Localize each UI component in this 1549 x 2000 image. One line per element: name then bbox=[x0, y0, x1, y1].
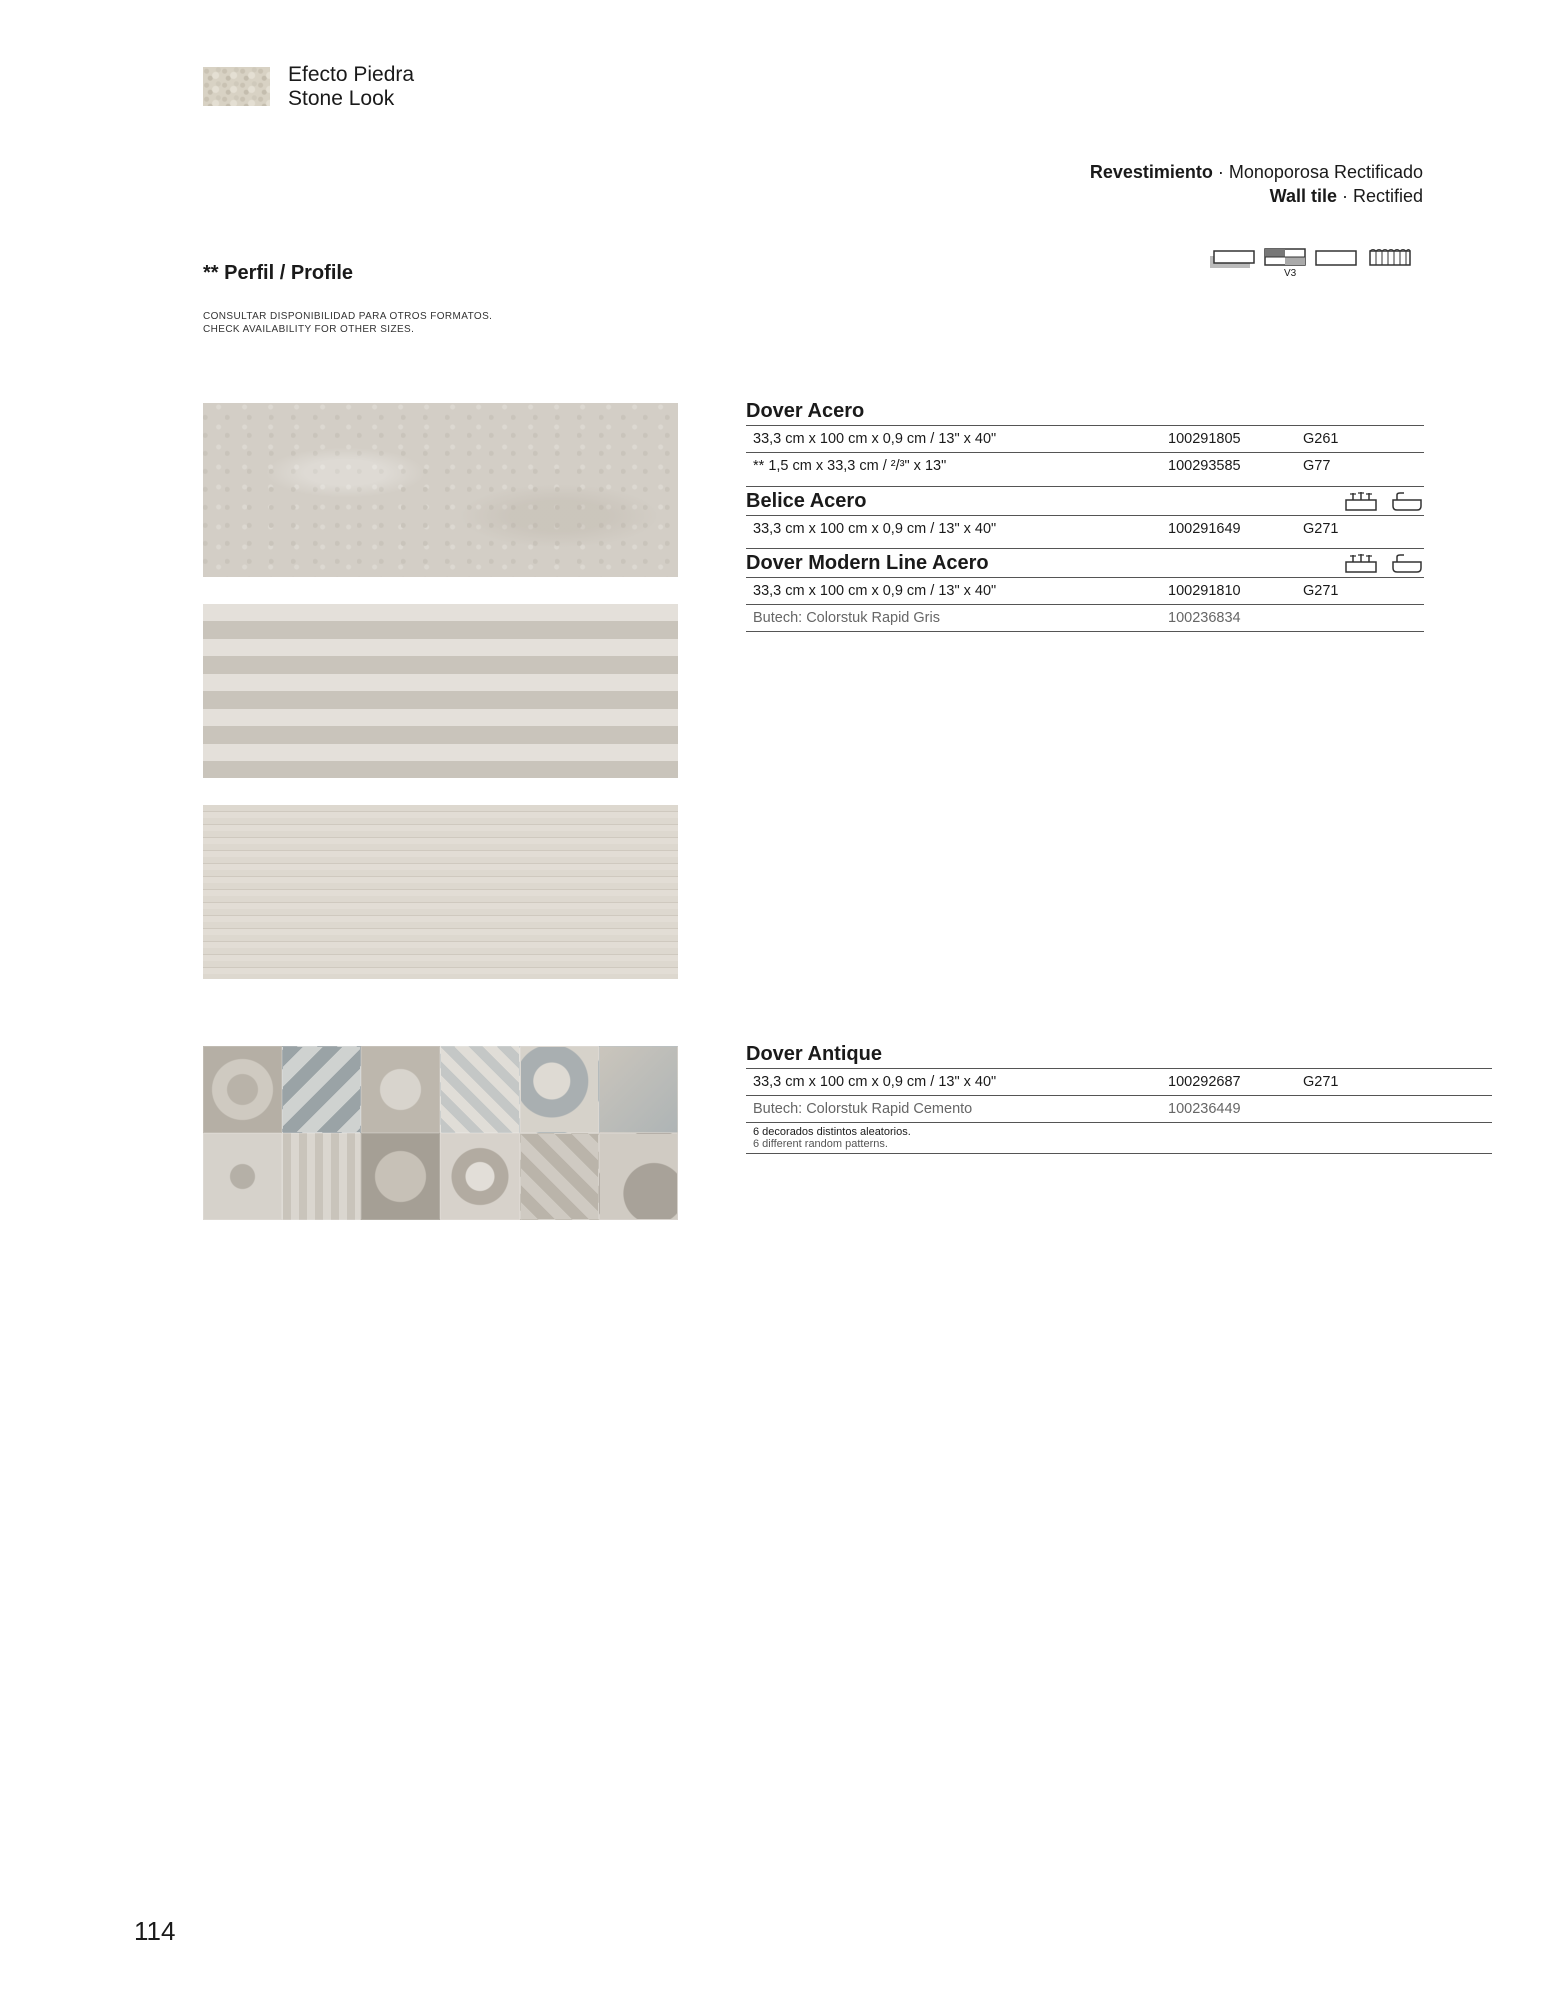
table-row bbox=[746, 1068, 1492, 1095]
dover-acero-image bbox=[203, 403, 678, 577]
table-row bbox=[746, 1095, 1492, 1122]
kitchen-use-icon bbox=[1344, 552, 1378, 574]
row-code: 100236834 bbox=[1168, 610, 1241, 626]
row-size: Butech: Colorstuk Rapid Gris bbox=[753, 610, 940, 626]
wall-tile-icon bbox=[1314, 248, 1358, 270]
category-title-en: Stone Look bbox=[288, 87, 395, 110]
dover-antique-image bbox=[203, 1046, 678, 1220]
row-code: 100291805 bbox=[1168, 431, 1241, 447]
row-group bbox=[1303, 1096, 1423, 1122]
product-title-text: Dover Acero bbox=[746, 400, 865, 422]
row-group: G261 bbox=[1303, 431, 1339, 447]
product-title-text: Belice Acero bbox=[746, 490, 867, 512]
product-title-text: Dover Modern Line Acero bbox=[746, 552, 989, 574]
v3-label: V3 bbox=[1284, 268, 1297, 279]
row-code: 100292687 bbox=[1168, 1074, 1241, 1090]
type-es-bold: Revestimiento bbox=[1089, 162, 1213, 182]
dover-modern-line-acero-image bbox=[203, 805, 678, 979]
product-title-text: Dover Antique bbox=[746, 1043, 882, 1065]
product-dover-modern-line-acero bbox=[746, 548, 1424, 632]
table-row bbox=[746, 577, 1424, 604]
row-size: 33,3 cm x 100 cm x 0,9 cm / 13" x 40" bbox=[753, 431, 997, 447]
type-en-rest: · Rectified bbox=[1336, 186, 1423, 206]
note-es: 6 decorados distintos aleatorios. bbox=[753, 1126, 911, 1138]
row-size: ** 1,5 cm x 33,3 cm / ²/³" x 13" bbox=[753, 458, 947, 474]
tile-type-block bbox=[1090, 160, 1423, 208]
table-row bbox=[746, 515, 1424, 542]
row-size: 33,3 cm x 100 cm x 0,9 cm / 13" x 40" bbox=[753, 583, 997, 599]
kitchen-use-icon bbox=[1344, 490, 1378, 512]
row-size: Butech: Colorstuk Rapid Cemento bbox=[753, 1101, 973, 1117]
product-title bbox=[746, 548, 1424, 577]
product-title bbox=[746, 1040, 1492, 1068]
row-group: G77 bbox=[1303, 458, 1331, 474]
product-belice-acero bbox=[746, 486, 1424, 542]
availability-note-es: CONSULTAR DISPONIBILIDAD PARA OTROS FORMATOS. bbox=[203, 311, 493, 322]
category-title-es: Efecto Piedra bbox=[288, 63, 415, 86]
row-size: 33,3 cm x 100 cm x 0,9 cm / 13" x 40" bbox=[753, 521, 997, 537]
product-title bbox=[746, 397, 1424, 425]
page-number: 114 bbox=[134, 1916, 176, 1946]
product-dover-acero bbox=[746, 397, 1424, 479]
table-row bbox=[746, 604, 1424, 632]
profile-title: ** Perfil / Profile bbox=[203, 262, 354, 284]
belice-acero-image bbox=[203, 604, 678, 778]
bathroom-use-icon bbox=[1390, 490, 1424, 512]
type-en-bold: Wall tile bbox=[1269, 186, 1337, 206]
bathroom-use-icon bbox=[1390, 552, 1424, 574]
note-en: 6 different random patterns. bbox=[753, 1138, 888, 1150]
availability-note-en: CHECK AVAILABILITY FOR OTHER SIZES. bbox=[203, 324, 415, 335]
type-es-rest: · Monoporosa Rectificado bbox=[1212, 162, 1423, 182]
row-code: 100291649 bbox=[1168, 521, 1241, 537]
category-title bbox=[288, 63, 414, 111]
stone-look-swatch bbox=[203, 67, 270, 106]
v3-shade-icon bbox=[1264, 248, 1306, 270]
table-row bbox=[746, 425, 1424, 452]
random-patterns-note bbox=[746, 1122, 1492, 1154]
row-code: 100293585 bbox=[1168, 458, 1241, 474]
product-dover-antique bbox=[746, 1040, 1492, 1154]
row-group bbox=[1303, 605, 1423, 631]
product-title bbox=[746, 486, 1424, 515]
row-code: 100236449 bbox=[1168, 1101, 1241, 1117]
availability-note bbox=[203, 310, 492, 336]
row-group: G271 bbox=[1303, 1074, 1339, 1090]
row-size: 33,3 cm x 100 cm x 0,9 cm / 13" x 40" bbox=[753, 1074, 997, 1090]
row-group: G271 bbox=[1303, 521, 1339, 537]
rectified-edge-icon bbox=[1208, 248, 1258, 270]
table-row bbox=[746, 452, 1424, 479]
row-code: 100291810 bbox=[1168, 583, 1241, 599]
relief-icon bbox=[1368, 248, 1412, 270]
row-group: G271 bbox=[1303, 583, 1339, 599]
